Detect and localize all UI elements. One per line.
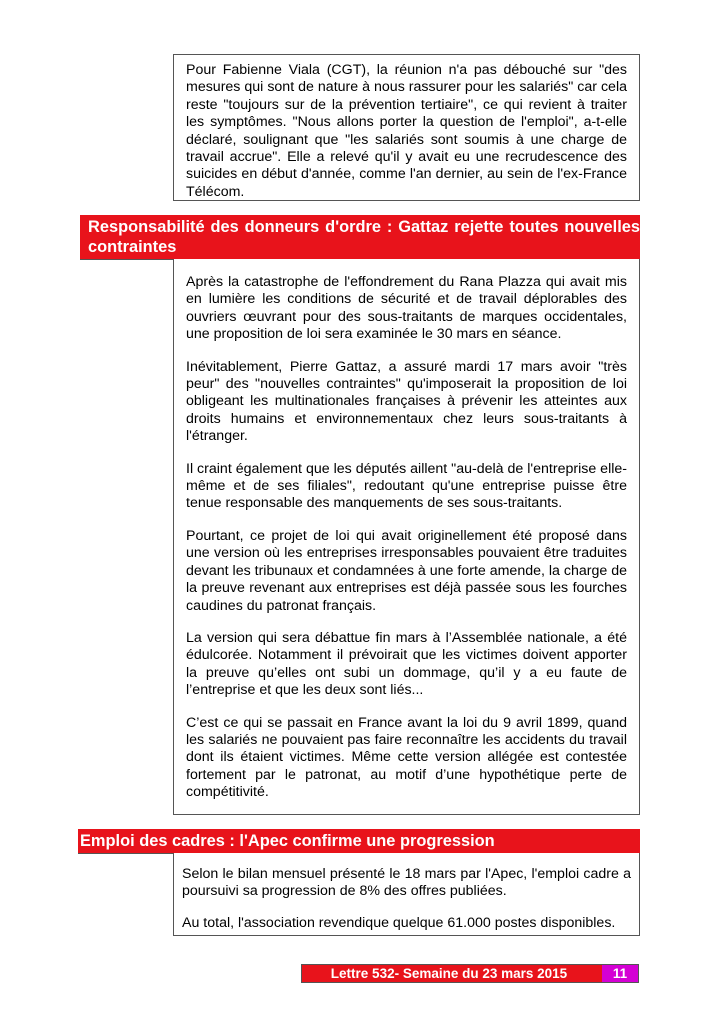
intro-paragraph: Pour Fabienne Viala (CGT), la réunion n'a pas débouché sur "des mesures qui sont de nature à nous rassurer pour les salariés" car cela reste "toujours sur de la prévention tertiaire", ce qui revient à traiter les symptômes. "Nous allons porter la question de l'emploi", a-t-elle déclaré, soulignant que "les salariés sont soumis à une charge de travail accrue". Elle a relevé qu'il y avait eu une recrudescence des suicides en début d'année, comme l'an dernier, au sein de l'ex-France Télécom. xyxy=(186,62,627,200)
footer-label: Lettre 532- Semaine du 23 mars 2015 xyxy=(302,965,602,982)
paragraph: Après la catastrophe de l'effondrement du Rana Plazza qui avait mis en lumière les conditions de sécurité et de travail déplorables des ouvriers œuvrant pour des sous-traitants de marques occidentales, une proposition de loi sera examinée le 30 mars en séance. xyxy=(186,274,627,343)
paragraph: C’est ce qui se passait en France avant la loi du 9 avril 1899, quand les salariés ne pouvaient pas faire reconnaître les accidents du travail dont ils étaient victimes. Même cette version allégée est contestée fortement par le patronat, au motif d’une hypothétique perte de compétitivité. xyxy=(186,714,627,801)
section-heading-apec xyxy=(78,829,640,854)
section-body-gattaz xyxy=(173,259,640,815)
page-footer xyxy=(301,964,639,983)
paragraph: Selon le bilan mensuel présenté le 18 mars par l'Apec, l'emploi cadre a poursuivi sa progression de 8% des offres publiées. xyxy=(182,866,631,900)
intro-box xyxy=(173,54,640,201)
section-heading-gattaz xyxy=(80,215,640,260)
paragraph: Il craint également que les députés aillent "au-delà de l'entreprise elle-même et de ses filiales", redoutant qu'une entreprise puisse être tenue responsable des manquements de ses sous-traitants. xyxy=(186,460,627,512)
paragraph: Inévitablement, Pierre Gattaz, a assuré mardi 17 mars avoir "très peur" des "nouvelles contraintes" qu'imposerait la proposition de loi obligeant les multinationales françaises à prévenir les atteintes aux droits humains et environnementaux chez leurs sous-traitants à l'étranger. xyxy=(186,358,627,445)
paragraph: Pourtant, ce projet de loi qui avait originellement été proposé dans une version où les entreprises irresponsables pouvaient être traduites devant les tribunaux et condamnées à une forte amende, la charge de la preuve revenant aux entreprises est déjà passée sous les fourches caudines du patronat français. xyxy=(186,527,627,614)
paragraph: La version qui sera débattue fin mars à l’Assemblée nationale, a été édulcorée. Notamment il prévoirait que les victimes doivent apporter la preuve qu’elles ont subi un dommage, qu’il y a eu faute de l’entreprise et que les deux sont liés... xyxy=(186,629,627,699)
section-heading-text: Emploi des cadres : l'Apec confirme une progression xyxy=(80,832,495,850)
section-heading-text: Responsabilité des donneurs d'ordre : Gattaz rejette toutes nouvelles contraintes xyxy=(88,218,640,256)
page-number: 11 xyxy=(602,965,638,982)
section-body-apec xyxy=(173,853,640,936)
paragraph: Au total, l'association revendique quelque 61.000 postes disponibles. xyxy=(182,914,616,931)
